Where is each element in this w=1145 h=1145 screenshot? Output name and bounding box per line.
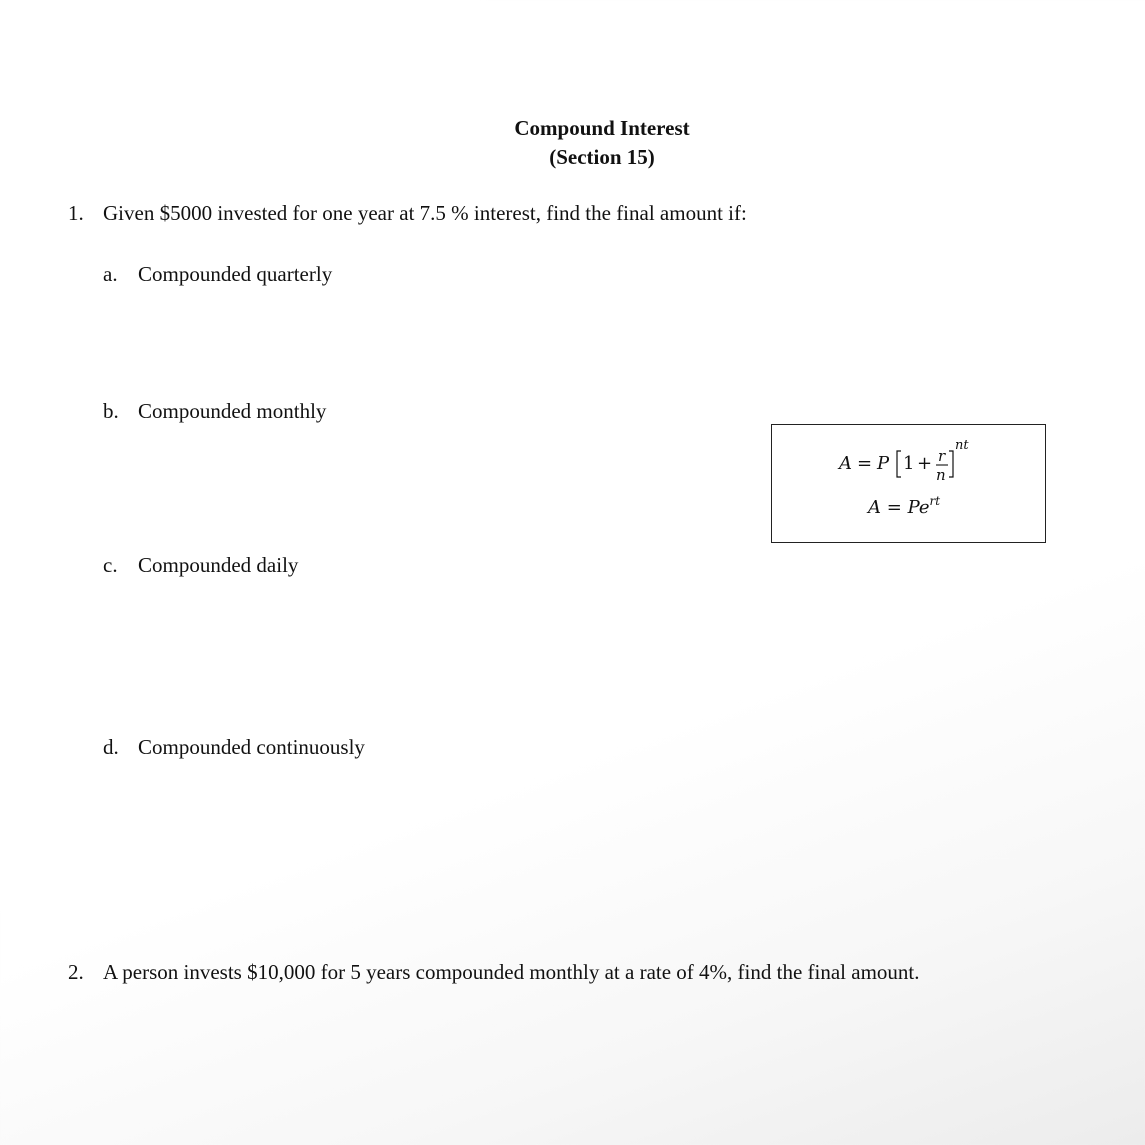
left-bracket (897, 451, 901, 477)
right-bracket (949, 451, 953, 477)
question-1 (0, 200, 1145, 226)
part-b-text: Compounded monthly (138, 399, 327, 423)
compound-p: P (877, 453, 890, 474)
part-a-text: Compounded quarterly (138, 262, 333, 286)
compound-formula (837, 435, 987, 485)
page-title: Compound Interest (514, 116, 690, 140)
part-b-letter: b. (103, 399, 119, 423)
part-d-letter: d. (103, 735, 119, 759)
part-c-text: Compounded daily (138, 553, 299, 577)
part-d-text: Compounded continuously (138, 735, 365, 759)
question-2-text: A person invests $10,000 for 5 years compounded monthly at a rate of 4%, find the final amount. (103, 960, 920, 984)
question-2-number: 2. (68, 960, 84, 984)
compound-lhs: A (839, 453, 852, 474)
part-a-letter: a. (103, 262, 118, 286)
compound-one: 1 (903, 453, 915, 474)
question-1-text: Given $5000 invested for one year at 7.5 % interest, find the final amount if: (103, 201, 747, 225)
question-1-part-b (0, 398, 600, 424)
page-subtitle: (Section 15) (549, 145, 655, 169)
continuous-base: Pe (907, 497, 930, 518)
continuous-formula (868, 494, 941, 518)
compound-denominator: n (936, 466, 946, 484)
continuous-lhs: A (868, 497, 881, 518)
compound-numerator: r (938, 447, 946, 465)
question-2 (0, 959, 1145, 985)
question-1-part-a (0, 261, 600, 287)
compound-plus: + (917, 453, 933, 474)
question-1-part-d (0, 734, 600, 760)
continuous-exponent: rt (929, 494, 941, 508)
compound-eq: = (857, 453, 873, 474)
question-1-number: 1. (68, 201, 84, 225)
part-c-letter: c. (103, 553, 118, 577)
question-1-part-c (0, 552, 600, 578)
compound-exponent: nt (955, 438, 969, 453)
continuous-eq: = (886, 497, 902, 518)
formula-box (771, 424, 1046, 543)
